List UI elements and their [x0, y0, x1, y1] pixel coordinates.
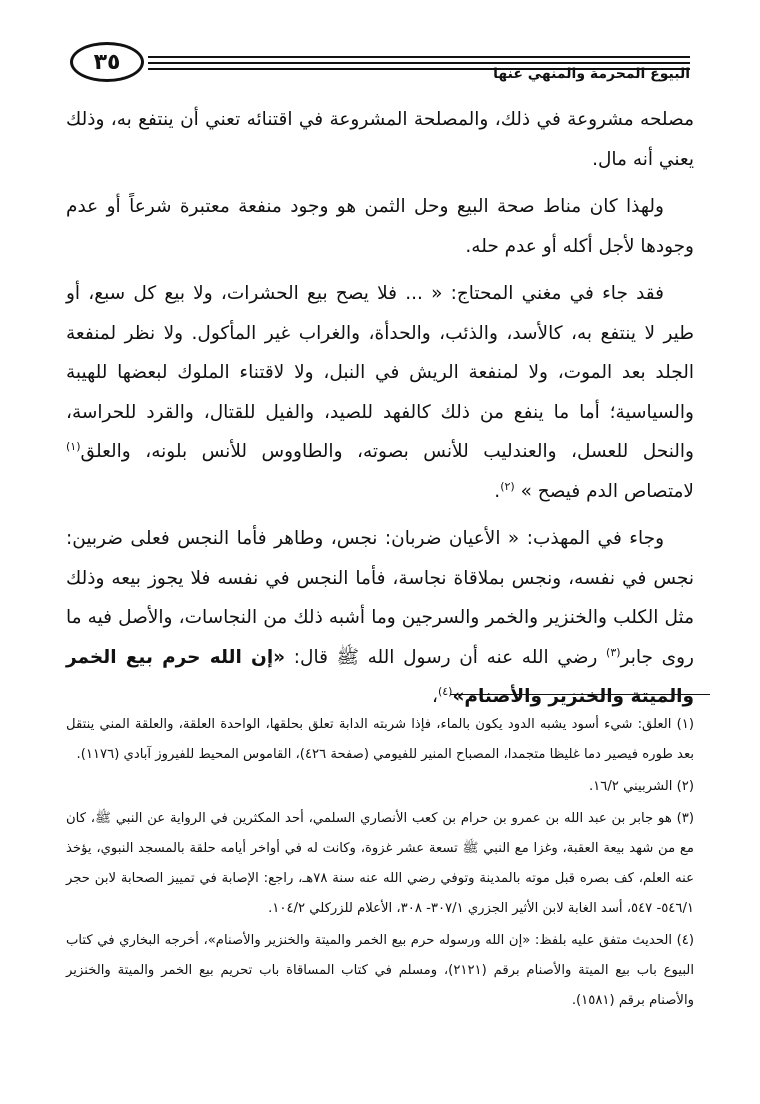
hadith-quote: «إن الله حرم بيع الخمر والميتة والخنزير والأصنام»: [66, 646, 694, 707]
paragraph-4-text: وجاء في المهذب: « الأعيان ضربان: نجس، وطاهر فأما النجس فعلى ضربين: نجس في نفسه، ونجس بملاقاة نجاسة، فأما النجس في نفسه فلا يجوز بيعه وذلك مثل الكلب والخنزير والخمر والسرجين وما أشبه ذلك من النجاسات، والأصل فيه ما روى جابر: [66, 528, 694, 668]
footnote-ref-1[interactable]: (١): [66, 439, 81, 453]
page-number: ٣٥: [70, 42, 144, 82]
paragraph-3-text: فقد جاء في مغني المحتاج: « ... فلا يصح بيع الحشرات، ولا بيع كل سبع، أو طير لا ينتفع به، كالأسد، والذئب، والحدأة، والغراب غير المأكول. ولا نظر لمنفعة الجلد بعد الموت، ولا لمنفعة الريش في النبل، ولا لاقتناء الملوك لبعضها للهيبة والسياسية؛ أما ما ينفع من ذلك كالفهد للصيد، والفيل للقتال، والقرد للحراسة، والنحل للعسل، والعندليب للأنس بصوته، والطاووس للأنس بلونه، والعلق: [66, 283, 694, 462]
footnote-ref-2[interactable]: (٢): [500, 479, 515, 493]
running-title: البيوع المحرمة والمنهي عنها: [493, 66, 690, 82]
paragraph-2: ولهذا كان مناط صحة البيع وحل الثمن هو وجود منفعة معتبرة شرعاً أو عدم وجودها لأجل أكله أو عدم حله.: [66, 196, 694, 257]
footnotes: [66, 710, 694, 1018]
page-header: [0, 0, 760, 92]
paragraph-4-text-cont: رضي الله عنه أن رسول الله ﷺ قال:: [285, 646, 607, 668]
footnote-2: (٢) الشربيني ١٦/٢.: [588, 779, 694, 794]
footnote-separator: [450, 694, 710, 695]
main-text: [66, 100, 694, 725]
paragraph-3-end: .: [494, 480, 501, 502]
footnote-3: (٣) هو جابر بن عبد الله بن عمرو بن حرام بن كعب الأنصاري السلمي، أحد المكثرين في الرواية عن النبي ﷺ، كان مع من شهد بيعة العقبة، وغزا مع النبي ﷺ تسعة عشر غزوة، وكانت له في أواخر أيامه حلقة بالمسجد النبوي، يؤخذ عنه العلم، كف بصره قبل موته بالمدينة وتوفي رضي الله عنه سنة ٧٨هـ، راجع: الإصابة في تمييز الصحابة لابن حجر ٥٤٦/١- ٥٤٧، أسد الغابة لابن الأثير الجزري ٣٠٧/١- ٣٠٨، الأعلام للزركلي ١٠٤/٢.: [66, 811, 694, 916]
header-rule: [148, 56, 690, 58]
paragraph-3-text-cont: لامتصاص الدم فيصح »: [514, 480, 694, 502]
paragraph-3: [66, 274, 694, 511]
paragraph-4-end: ،: [431, 686, 438, 707]
footnote-1: (١) العلق: شيء أسود يشبه الدود يكون بالماء، فإذا شربته الدابة تعلق بحلقها، الواحدة العلقة، والعلقة المني ينتقل بعد طوره فيصير دما غليظا متجمدا، المصباح المنير للفيومي (صفحة ٤٢٦)، القاموس المحيط للفيروز آبادي (١١٧٦).: [66, 717, 694, 762]
footnote-ref-3[interactable]: (٣): [606, 645, 621, 659]
footnote-4: (٤) الحديث متفق عليه بلفظ: «إن الله ورسوله حرم بيع الخمر والميتة والخنزير والأصنام»، أخرجه البخاري في كتاب البيوع باب بيع الميتة والأصنام برقم (٢١٢١)، ومسلم في كتاب المساقاة باب تحريم بيع الخمر والميتة والخنزير والأصنام برقم (١٥٨١).: [66, 933, 694, 1008]
header-rule: [148, 62, 690, 64]
paragraph-1: مصلحه مشروعة في ذلك، والمصلحة المشروعة في اقتنائه تعني أن ينتفع به، وذلك يعني أنه مال.: [66, 109, 694, 170]
footnote-ref-4[interactable]: (٤): [437, 684, 453, 698]
paragraph-4: [66, 519, 694, 717]
